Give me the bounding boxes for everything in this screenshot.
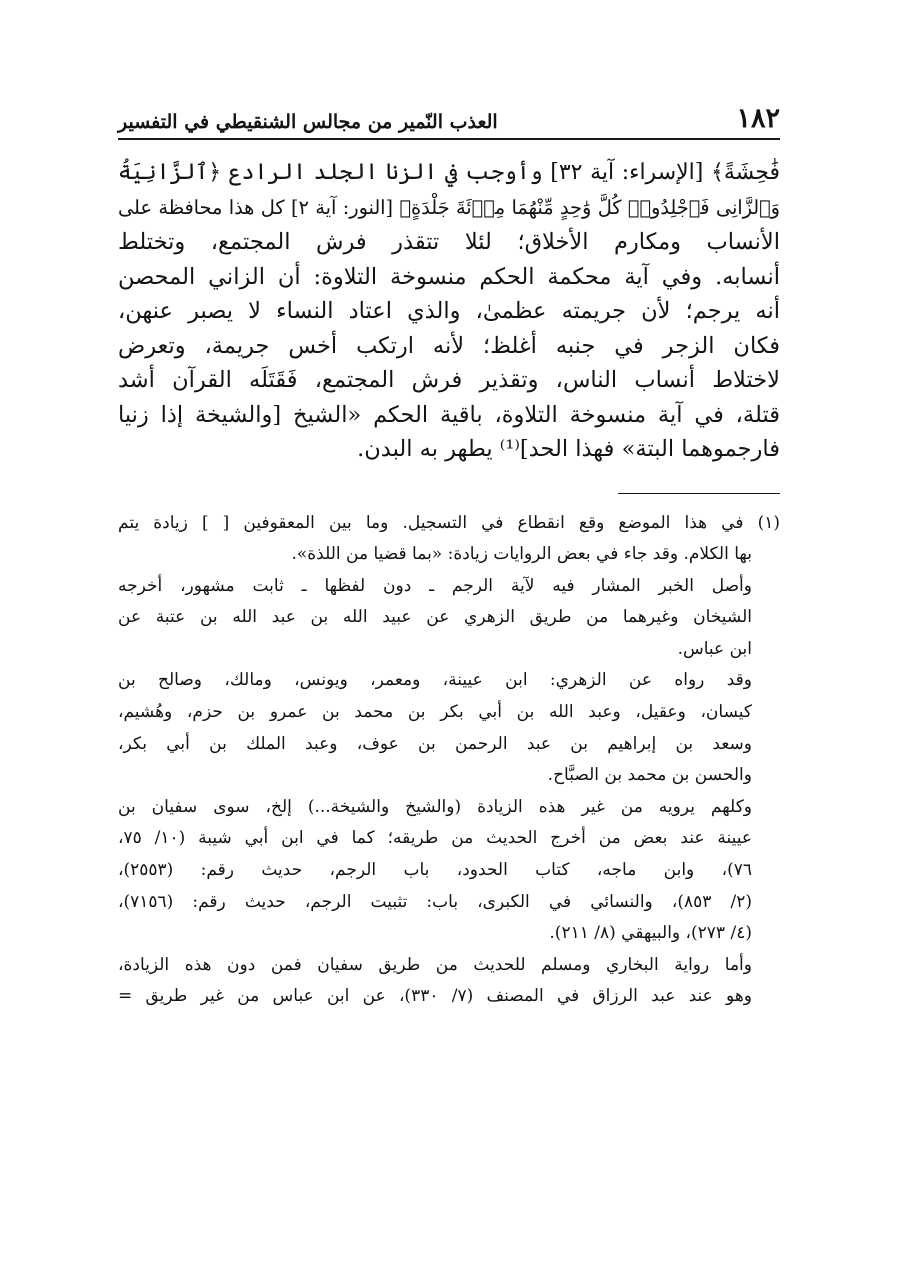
book-page <box>118 96 780 1176</box>
text-line: فارجموهما البتة» فهذا الحد]⁽¹⁾ يطهر به البدن. <box>357 436 780 462</box>
text-line: الأنساب ومكارم الأخلاق؛ لئلا تتقذر فرش المجتمع، وتختلط <box>118 229 780 255</box>
text-line: لاختلاط أنساب الناس، وتقذير فرش المجتمع، فَقَتَلَه القرآن أشد <box>118 367 780 393</box>
footnote-line: والحسن بن محمد بن الصبَّاح. <box>547 765 752 786</box>
running-header <box>118 96 780 140</box>
book-title: العذب النّمير من مجالس الشنقيطي في التفسير <box>118 111 498 133</box>
text-line: فكان الزجر في جنبه أغلظ؛ لأنه ارتكب أخس جريمة، وتعرض <box>118 332 780 359</box>
footnote-line: وأصل الخبر المشار فيه لآية الرجم ـ دون لفظها ـ ثابت مشهور، أخرجه <box>118 575 752 596</box>
footnote-line: الشيخان وغيرهما من طريق الزهري عن عبيد الله بن عبد الله بن عتبة عن <box>118 607 752 628</box>
footnote-line: عيينة عند بعض من أخرج الحديث من طريقه؛ كما في ابن أبي شيبة (١٠/ ٧٥، <box>118 828 752 849</box>
footnote-line: (٤/ ٢٧٣)، والبيهقي (٨/ ٢١١). <box>549 923 752 944</box>
footnote-marker: (١) <box>757 512 780 533</box>
footnote-line: وسعد بن إبراهيم بن عبد الرحمن بن عوف، وعبد الملك بن أبي بكر، <box>118 733 752 754</box>
text-line: قتلة، في آية منسوخة التلاوة، باقية الحكم «الشيخ [والشيخة إذا زنيا <box>118 401 780 428</box>
footnote-line: ٧٦)، وابن ماجه، كتاب الحدود، باب الرجم، حديث رقم: (٢٥٥٣)، <box>118 860 752 881</box>
footnote-text: في هذا الموضع وقع انقطاع في التسجيل. وما بين المعقوفين [ ] زيادة يتم <box>118 512 744 533</box>
footnote-line: وكلهم يرويه من غير هذه الزيادة (والشيخ والشيخة...) إلخ، سوى سفيان بن <box>118 796 752 817</box>
footnote-line <box>118 508 780 540</box>
footnotes <box>118 508 780 1014</box>
footnote-line: وقد رواه عن الزهري: ابن عيينة، ومعمر، ويونس، ومالك، وصالح بن <box>118 670 752 691</box>
footnote-line: (٢/ ٨٥٣)، والنسائي في الكبرى، باب: تثبيت الرجم، حديث رقم: (٧١٥٦)، <box>118 891 753 912</box>
text-line: أنه يرجم؛ لأن جريمته عظمىٰ، والذي اعتاد النساء لا يصبر عنهن، <box>118 298 780 324</box>
footnote-line: بها الكلام. وقد جاء في بعض الروايات زيادة: «بما قضيا من اللذة». <box>291 544 752 565</box>
footnote-line: وأما رواية البخاري ومسلم للحديث من طريق سفيان فمن دون هذه الزيادة، <box>118 954 752 975</box>
footnote-line: وهو عند عبد الرزاق في المصنف (٧/ ٣٣٠)، عن ابن عباس من غير طريق = <box>118 986 752 1007</box>
footnote-line: كيسان، وعقيل، وعبد الله بن أبي بكر بن محمد بن عمرو بن حزم، وهُشيم، <box>118 702 752 723</box>
text-line: وَٱلزَّانِى فَٱجْلِدُوا۟ كُلَّ وَٰحِدٍ مِّنْهُمَا مِا۟ئَةَ جَلْدَةٍ﴾ [النور: آية ٢] كل هذا محافظة على <box>118 195 780 219</box>
text-line: أنسابه. وفي آية محكمة الحكم منسوخة التلاوة: أن الزاني المحصن <box>118 263 780 290</box>
main-text <box>118 156 780 467</box>
text-line: فَٰحِشَةً﴾ [الإسراء: آية ٣٢] وأوجب في الزنا الجلد الرادع ﴿ٱلزَّانِيَةُ <box>118 160 780 185</box>
footnote-line: ابن عباس. <box>677 638 752 659</box>
footnote-separator <box>618 493 780 494</box>
page-number: ١٨٢ <box>736 103 780 134</box>
